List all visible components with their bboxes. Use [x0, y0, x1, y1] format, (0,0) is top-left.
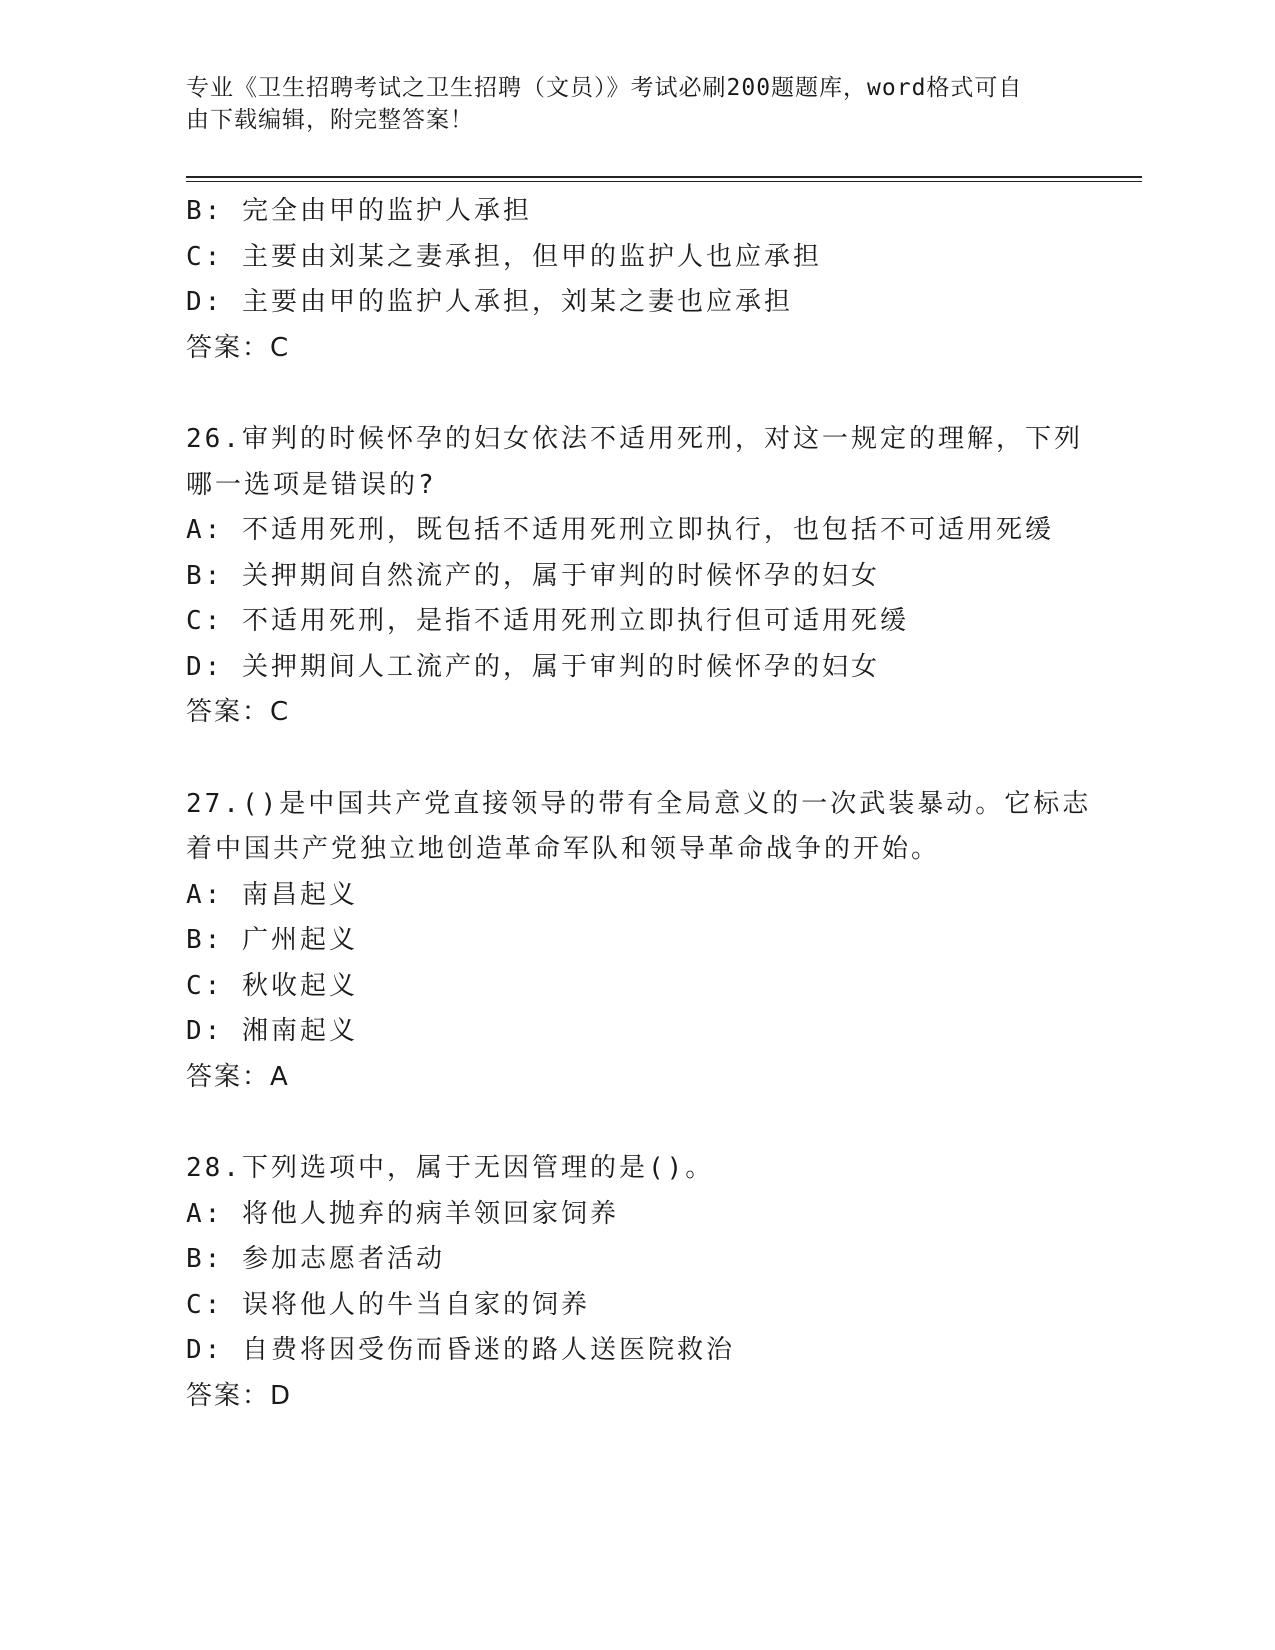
header-line-2: 由下载编辑，附完整答案！ — [186, 107, 474, 133]
option-c — [186, 1283, 1086, 1329]
option-text: 关押期间自然流产的，属于审判的时候怀孕的妇女 — [241, 560, 880, 591]
option-key: B: — [186, 925, 224, 955]
header-line-1: 专业《卫生招聘考试之卫生招聘（文员）》考试必刷200题题库，word格式可自 — [186, 75, 1023, 101]
option-key: B: — [186, 1244, 224, 1274]
option-d — [186, 1328, 1086, 1374]
option-text: 主要由甲的监护人承担，刘某之妻也应承担 — [241, 287, 793, 317]
option-c — [186, 235, 1086, 281]
option-text: 主要由刘某之妻承担，但甲的监护人也应承担 — [241, 241, 822, 272]
option-text: 南昌起义 — [241, 879, 358, 910]
option-d — [186, 280, 1086, 326]
question-stem: 26.审判的时候怀孕的妇女依法不适用死刑，对这一规定的理解，下列 — [186, 424, 1083, 454]
question-stem: 着中国共产党独立地创造革命军队和领导革命战争的开始。 — [186, 834, 941, 864]
answer: 答案：C — [186, 332, 291, 363]
option-key: D: — [186, 1016, 224, 1046]
option-text: 自费将因受伤而昏迷的路人送医院救治 — [241, 1335, 735, 1365]
option-text: 不适用死刑，是指不适用死刑立即执行但可适用死缓 — [241, 606, 909, 636]
option-text: 秋收起义 — [241, 970, 358, 1001]
option-key: A: — [186, 879, 224, 910]
option-a — [186, 508, 1086, 554]
option-key: C: — [186, 1289, 224, 1320]
question-26 — [186, 417, 1086, 736]
page-header — [186, 72, 1066, 136]
option-key: D: — [186, 1335, 224, 1365]
question-stem: 27.()是中国共产党直接领导的带有全局意义的一次武装暴动。它标志 — [186, 788, 1092, 819]
option-key: C: — [186, 606, 224, 636]
option-b — [186, 918, 1086, 964]
question-28 — [186, 1146, 1086, 1419]
header-rule — [186, 176, 1142, 182]
answer: 答案：C — [186, 697, 291, 727]
option-key: C: — [186, 241, 224, 272]
option-key: B: — [186, 196, 224, 226]
option-key: D: — [186, 287, 224, 317]
answer: 答案：D — [186, 1380, 293, 1411]
option-key: A: — [186, 1198, 224, 1229]
question-25 — [186, 189, 1086, 371]
option-a — [186, 1192, 1086, 1238]
option-c — [186, 964, 1086, 1010]
option-text: 湘南起义 — [241, 1016, 358, 1046]
option-text: 误将他人的牛当自家的饲养 — [241, 1289, 590, 1320]
option-text: 广州起义 — [241, 925, 358, 955]
question-27 — [186, 782, 1092, 1101]
option-c — [186, 599, 1086, 645]
option-text: 完全由甲的监护人承担 — [241, 196, 532, 226]
option-key: B: — [186, 560, 224, 591]
option-key: A: — [186, 515, 224, 545]
question-stem: 哪一选项是错误的? — [186, 469, 437, 500]
document-body — [186, 189, 1092, 1419]
option-text: 将他人抛弃的病羊领回家饲养 — [241, 1198, 619, 1229]
option-b — [186, 554, 1086, 600]
option-text: 参加志愿者活动 — [241, 1244, 445, 1274]
option-d — [186, 645, 1086, 691]
option-text: 不适用死刑，既包括不适用死刑立即执行，也包括不可适用死缓 — [241, 515, 1054, 545]
option-a — [186, 873, 1086, 919]
option-key: D: — [186, 651, 224, 682]
option-text: 关押期间人工流产的，属于审判的时候怀孕的妇女 — [241, 651, 880, 682]
option-b — [186, 1237, 1086, 1283]
answer: 答案：A — [186, 1061, 290, 1092]
question-stem: 28.下列选项中，属于无因管理的是()。 — [186, 1153, 715, 1183]
option-b — [186, 189, 1086, 235]
option-d — [186, 1009, 1086, 1055]
option-key: C: — [186, 970, 224, 1001]
